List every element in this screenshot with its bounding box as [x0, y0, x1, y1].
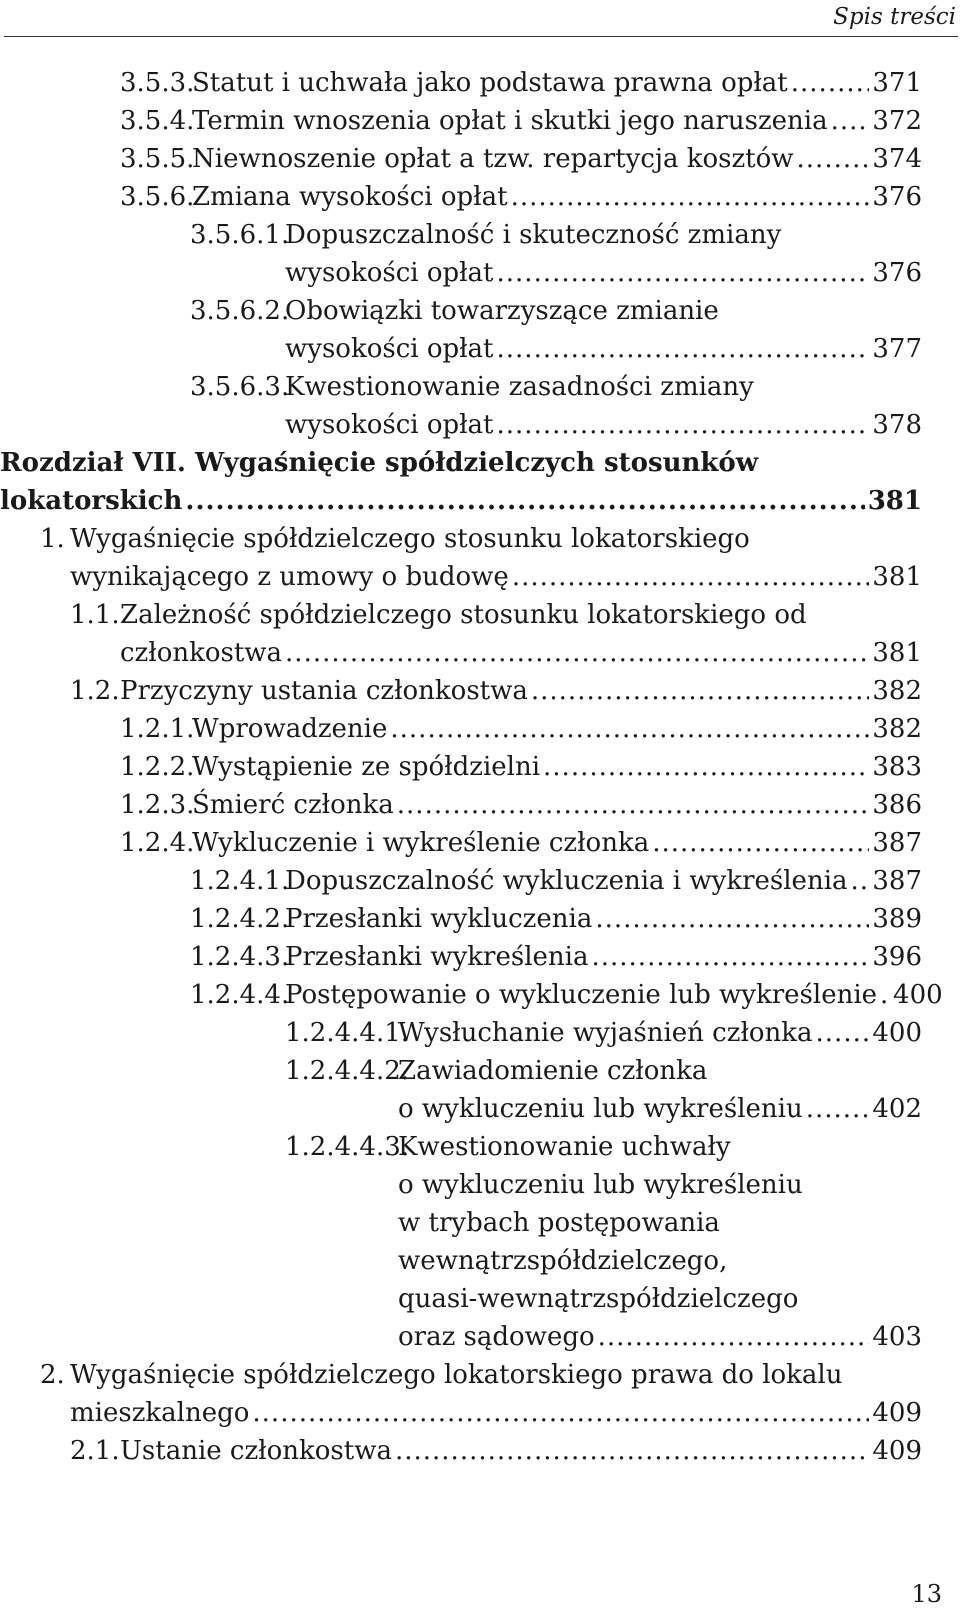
toc-entry-number: 3.5.6.3.	[190, 372, 290, 402]
toc-chapter-entry	[0, 444, 960, 520]
toc-entry-title-line: Wygaśnięcie spółdzielczego stosunku lokatorskiego	[70, 524, 750, 554]
toc-page-ref: 386	[872, 790, 922, 820]
toc-entry-title: lokatorskich	[0, 486, 183, 516]
toc-entry	[0, 1014, 960, 1052]
running-head: Spis treści	[833, 4, 956, 30]
toc-entry-title: członkostwa	[120, 638, 283, 668]
toc-entry-title-line: Zawiadomienie członka	[398, 1056, 708, 1086]
dot-leader	[791, 64, 870, 102]
toc-entry-number: 1.2.4.3.	[190, 942, 290, 972]
toc-page-ref: 374	[872, 144, 922, 174]
toc-entry-title: Wprowadzenie	[192, 714, 388, 744]
toc-page-ref: 378	[872, 410, 922, 440]
dot-leader	[831, 102, 870, 140]
dot-leader	[595, 900, 869, 938]
toc-entry-title: Dopuszczalność wykluczenia i wykreślenia	[285, 866, 848, 896]
toc-page-ref: 389	[872, 904, 922, 934]
toc-entry-title-line: Wygaśnięcie spółdzielczego lokatorskiego prawa do lokalu	[70, 1360, 843, 1390]
toc-entry-number: 3.5.5.	[120, 144, 195, 174]
dot-leader	[851, 862, 870, 900]
toc-entry-title: Ustanie członkostwa	[120, 1436, 392, 1466]
toc-entry-title-line: Dopuszczalność i skuteczność zmiany	[285, 220, 782, 250]
toc-entry	[0, 368, 960, 444]
dot-leader	[397, 786, 870, 824]
toc-entry-title: Postępowanie o wykluczenie lub wykreślenie	[285, 980, 878, 1010]
toc-page-ref: 403	[872, 1322, 922, 1352]
page-number: 13	[911, 1580, 942, 1608]
toc-page-ref: 381	[872, 638, 922, 668]
toc-page-ref: 381	[867, 486, 922, 516]
toc-entry	[0, 748, 960, 786]
toc-entry-title: Śmierć członka	[192, 790, 394, 820]
toc-page-ref: 402	[872, 1094, 922, 1124]
toc-page-ref: 387	[872, 866, 922, 896]
toc-entry	[0, 710, 960, 748]
toc-entry-number: 1.2.4.1.	[190, 866, 290, 896]
toc-page-ref: 377	[872, 334, 922, 364]
toc-entry-title: wysokości opłat	[285, 410, 494, 440]
dot-leader	[598, 1318, 870, 1356]
toc-entry	[0, 900, 960, 938]
toc-entry	[0, 520, 960, 596]
toc-page-ref: 387	[872, 828, 922, 858]
toc-entry-title-line: Obowiązki towarzyszące zmianie	[285, 296, 719, 326]
toc-entry	[0, 216, 960, 292]
toc-page-ref: 376	[872, 182, 922, 212]
toc-entry-number: 1.2.4.	[120, 828, 195, 858]
toc-page-ref: 400	[893, 980, 943, 1010]
dot-leader	[285, 634, 869, 672]
dot-leader	[797, 140, 870, 178]
toc-page-ref: 372	[872, 106, 922, 136]
toc-entry	[0, 140, 960, 178]
toc-entry-title-line: wewnątrzspółdzielczego,	[398, 1246, 728, 1276]
toc-entry-title: Przesłanki wykreślenia	[285, 942, 589, 972]
toc-entry-title: o wykluczeniu lub wykreśleniu	[398, 1094, 803, 1124]
toc-entry-title: Przyczyny ustania członkostwa	[120, 676, 528, 706]
dot-leader	[252, 1394, 869, 1432]
toc-entry	[0, 102, 960, 140]
dot-leader	[806, 1090, 870, 1128]
toc-entry-number: 1.2.4.4.	[190, 980, 290, 1010]
toc-page-ref: 382	[872, 714, 922, 744]
toc-entry-title: Przesłanki wykluczenia	[285, 904, 593, 934]
dot-leader	[497, 406, 870, 444]
toc-page-ref: 381	[872, 562, 922, 592]
toc-entry	[0, 862, 960, 900]
toc-entry-number: 3.5.3.	[120, 68, 195, 98]
dot-leader	[652, 824, 869, 862]
toc-entry-number: 1.2.4.4.2.	[285, 1056, 410, 1086]
toc-entry-title: Niewnoszenie opłat a tzw. repartycja kosztów	[192, 144, 794, 174]
toc-entry	[0, 64, 960, 102]
toc-entry-title: Zmiana wysokości opłat	[192, 182, 508, 212]
toc-entry-number: 3.5.6.2.	[190, 296, 290, 326]
toc-page-ref: 409	[872, 1398, 922, 1428]
toc-entry	[0, 292, 960, 368]
dot-leader	[591, 938, 869, 976]
toc-entry-title-line: Kwestionowanie zasadności zmiany	[285, 372, 754, 402]
dot-leader	[511, 178, 870, 216]
toc-entry-number: 1.2.4.2.	[190, 904, 290, 934]
toc-entry	[0, 672, 960, 710]
toc-entry-title: wysokości opłat	[285, 334, 494, 364]
toc-entry-number: 1.1.	[70, 600, 120, 630]
toc-entry	[0, 178, 960, 216]
dot-leader	[531, 672, 869, 710]
toc-page-ref: 376	[872, 258, 922, 288]
toc-entry	[0, 1356, 960, 1432]
toc-entry-number: 2.	[40, 1360, 65, 1390]
toc-entry-number: 1.2.	[70, 676, 120, 706]
toc-page-ref: 382	[872, 676, 922, 706]
toc-entry	[0, 596, 960, 672]
toc-entry-title-line: w trybach postępowania	[398, 1208, 720, 1238]
toc-entry-number: 1.2.3.	[120, 790, 195, 820]
toc-entry-number: 3.5.4.	[120, 106, 195, 136]
toc-entry-title: Termin wnoszenia opłat i skutki jego naruszenia	[192, 106, 828, 136]
toc-entry-title-line: Rozdział VII. Wygaśnięcie spółdzielczych stosunków	[0, 448, 759, 478]
toc-entry-title: oraz sądowego	[398, 1322, 595, 1352]
toc-entry	[0, 824, 960, 862]
toc-entry-title: Wykluczenie i wykreślenie członka	[192, 828, 650, 858]
toc-entry-title: wysokości opłat	[285, 258, 494, 288]
toc-entry	[0, 938, 960, 976]
toc-entry-title: Wystąpienie ze spółdzielni	[192, 752, 541, 782]
toc-entry-title: Statut i uchwała jako podstawa prawna opłat	[192, 68, 788, 98]
toc-entry-title: wynikającego z umowy o budowę	[70, 562, 509, 592]
toc-entry-title-line: Zależność spółdzielczego stosunku lokatorskiego od	[120, 600, 807, 630]
toc-entry-title-line: o wykluczeniu lub wykreśleniu	[398, 1170, 803, 1200]
toc-entry-number: 1.2.4.4.1.	[285, 1018, 410, 1048]
dot-leader	[543, 748, 869, 786]
toc-entry-number: 1.2.1.	[120, 714, 195, 744]
dot-leader	[395, 1432, 869, 1470]
dot-leader	[497, 254, 870, 292]
toc-entry-number: 1.2.2.	[120, 752, 195, 782]
toc-entry-title-line: Kwestionowanie uchwały	[398, 1132, 731, 1162]
dot-leader	[390, 710, 869, 748]
toc-entry	[0, 1052, 960, 1128]
header-rule	[4, 36, 958, 37]
toc-entry	[0, 1432, 960, 1470]
toc-entry	[0, 1128, 960, 1356]
toc-entry-title: Wysłuchanie wyjaśnień członka	[398, 1018, 813, 1048]
toc-page-ref: 371	[872, 68, 922, 98]
toc-entry	[0, 976, 960, 1014]
dot-leader	[512, 558, 870, 596]
toc-entry-number: 3.5.6.	[120, 182, 195, 212]
toc-entry-title-line: quasi-wewnątrzspółdzielczego	[398, 1284, 799, 1314]
toc-page-ref: 396	[872, 942, 922, 972]
toc-entry-number: 3.5.6.1.	[190, 220, 290, 250]
dot-leader	[497, 330, 870, 368]
dot-leader	[185, 482, 864, 520]
toc-entry-number: 2.1.	[70, 1436, 120, 1466]
toc-entry	[0, 786, 960, 824]
toc-page-ref: 383	[872, 752, 922, 782]
dot-leader	[816, 1014, 870, 1052]
toc-entry-title: mieszkalnego	[70, 1398, 250, 1428]
toc-entry-number: 1.2.4.4.3.	[285, 1132, 410, 1162]
toc-entry-number: 1.	[40, 524, 65, 554]
table-of-contents	[0, 64, 960, 1470]
toc-page-ref: 409	[872, 1436, 922, 1466]
dot-leader	[880, 976, 890, 1014]
toc-page-ref: 400	[872, 1018, 922, 1048]
